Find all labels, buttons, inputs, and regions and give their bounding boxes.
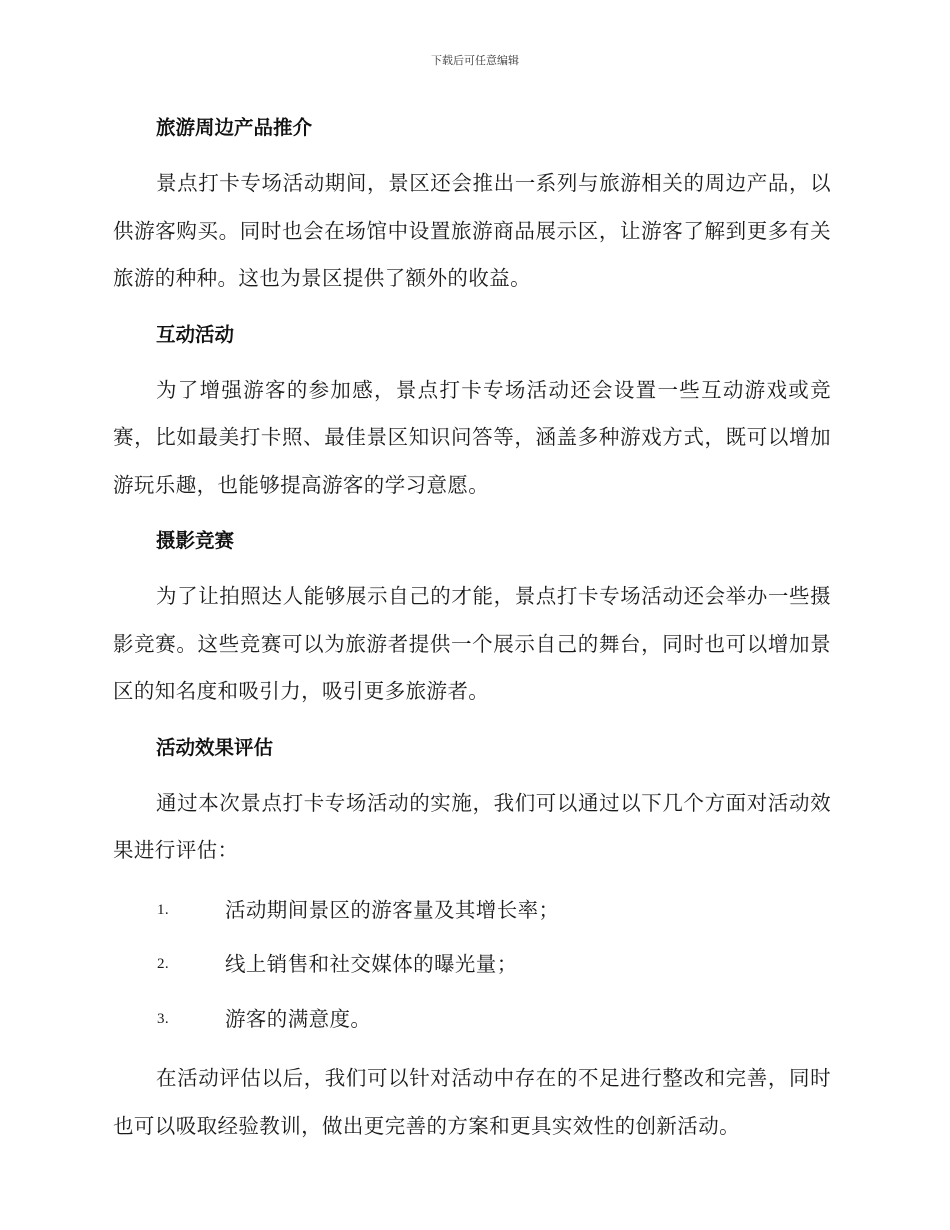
section-paragraph-interactive: 为了增强游客的参加感，景点打卡专场活动还会设置一些互动游戏或竞赛，比如最美打卡照、最佳景区知识问答等，涵盖多种游戏方式，既可以增加游玩乐趣，也能够提高游客的学习意愿。 — [113, 377, 831, 497]
list-item — [113, 887, 831, 935]
evaluation-list — [113, 887, 831, 1044]
list-item — [113, 941, 831, 989]
section-heading-evaluation: 活动效果评估 — [156, 735, 274, 759]
section-paragraph-photo-contest: 为了让拍照达人能够展示自己的才能，景点打卡专场活动还会举办一些摄影竞赛。这些竞赛可以为旅游者提供一个展示自己的舞台，同时也可以增加景区的知名度和吸引力，吸引更多旅游者。 — [113, 584, 831, 703]
list-text: 活动期间景区的游客量及其增长率； — [225, 897, 560, 922]
list-item — [113, 996, 831, 1044]
header-note: 下载后可任意编辑 — [431, 54, 519, 67]
list-number: 3. — [157, 1010, 170, 1027]
document-body — [113, 108, 831, 1162]
section-closing-paragraph: 在活动评估以后，我们可以针对活动中存在的不足进行整改和完善，同时也可以吸取经验教训，做出更完善的方案和更具实效性的创新活动。 — [113, 1066, 831, 1138]
list-number: 2. — [157, 956, 170, 972]
section-heading-photo-contest: 摄影竞赛 — [156, 529, 235, 552]
list-text: 线上销售和社交媒体的曝光量； — [225, 952, 518, 976]
section-heading-interactive: 互动活动 — [156, 322, 235, 346]
list-number: 1. — [157, 901, 170, 918]
section-paragraph-evaluation: 通过本次景点打卡专场活动的实施，我们可以通过以下几个方面对活动效果进行评估： — [113, 790, 831, 862]
section-paragraph-products: 景点打卡专场活动期间，景区还会推出一系列与旅游相关的周边产品，以供游客购买。同时也会在场馆中设置旅游商品展示区，让游客了解到更多有关旅游的种种。这也为景区提供了额外的收益。 — [113, 171, 831, 290]
section-heading-products: 旅游周边产品推介 — [156, 116, 313, 139]
list-text: 游客的满意度。 — [225, 1006, 372, 1031]
